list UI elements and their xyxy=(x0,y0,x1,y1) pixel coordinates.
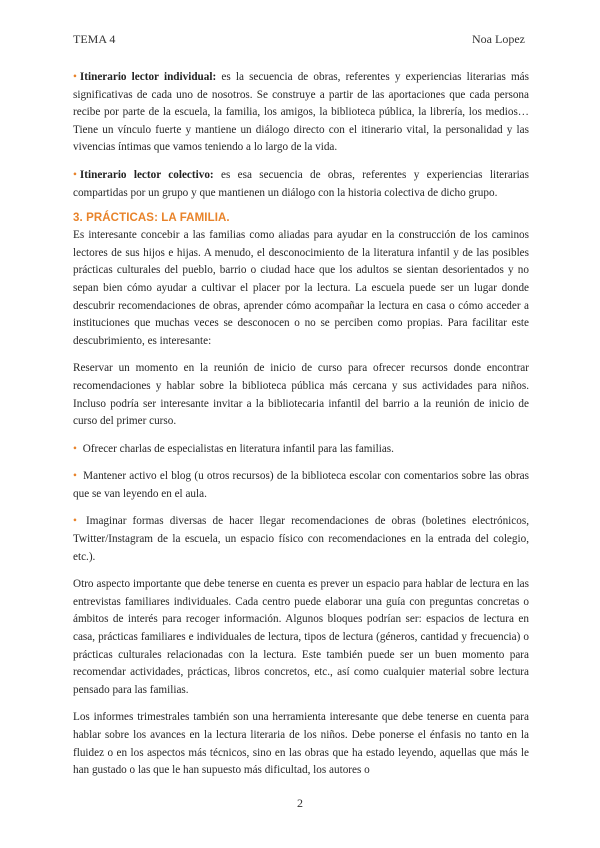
page-number: 2 xyxy=(297,796,303,810)
paragraph: Los informes trimestrales también son una herramienta interesante que debe tenerse en cuenta para hablar sobre los avances en la lectura literaria de los niños. Debe ponerse el énfasis no tanto en la fluidez o en los aspectos más técnicos, sino en las obras que ha estado leyendo, aquellas que más le han gustado o las que le han supuesto más dificultad, los autores o xyxy=(73,711,529,777)
paragraph: Otro aspecto importante que debe tenerse en cuenta es prever un espacio para hablar de lectura en las entrevistas familiares individuales. Cada centro puede elaborar una guía con preguntas concretas o ámbitos de interés para recoger información. Algunos bloques podrían ser: espacios de lectura en casa, prácticas familiares e individuales de lectura, tipos de lectura (géneros, cantidad y frecuencia) o prácticas culturales relacionadas con la lectura. Este también puede ser un buen momento para recomendar actividades, prácticas, libros concretos, etc., así como cualquier material sobre lectura pensado para las familias. xyxy=(73,578,529,696)
definition-individual xyxy=(73,69,529,157)
definition-term: Itinerario lector colectivo: xyxy=(79,168,214,181)
bullet-mark: • xyxy=(73,515,77,528)
page-header xyxy=(73,32,525,47)
list-item-text: Imaginar formas diversas de hacer llegar recomendaciones de obras (boletines electrónicos, Twitter/Instagram de la escuela, un espacio físico con recomendaciones en la entrada del colegio, etc.). xyxy=(73,515,529,563)
paragraph: Reservar un momento en la reunión de inicio de curso para ofrecer recursos donde encontrar recomendaciones y hablar sobre la biblioteca pública más cercana y sus actividades para niños. Incluso podría ser interesante invitar a la bibliotecaria infantil del barrio a la reunión de inicio de curso del primer curso. xyxy=(73,362,529,428)
definition-text: es la secuencia de obras, referentes y experiencias literarias más significativas de cada uno de nosotros. Se construye a partir de las aportaciones que cada persona recibe por parte de la escuela, la familia, los amigos, la biblioteca pública, la librería, los medios… Tiene un vínculo fuerte y mantiene un diálogo directo con el itinerario vital, la personalidad y las vivencias íntimas que vamos teniendo a lo largo de la vida. xyxy=(73,71,529,154)
list-item xyxy=(73,441,529,459)
definition-text: es esa secuencia de obras, referentes y experiencias literarias compartidas por un grupo y que mantienen un diálogo con la historia colectiva de dicho grupo. xyxy=(73,168,529,199)
definition-term: Itinerario lector individual: xyxy=(79,71,217,83)
bullet-mark: • xyxy=(73,168,77,181)
list-item-text: Ofrecer charlas de especialistas en literatura infantil para las familias. xyxy=(79,442,394,455)
bullet-mark: • xyxy=(73,470,77,483)
bullet-mark: • xyxy=(73,442,77,455)
header-author: Noa Lopez xyxy=(472,32,525,46)
section-title: 3. PRÁCTICAS: LA FAMILIA. xyxy=(73,212,230,225)
list-item xyxy=(73,468,529,503)
bullet-mark: • xyxy=(73,71,77,83)
header-topic: TEMA 4 xyxy=(73,32,116,46)
list-item xyxy=(73,513,529,566)
paragraph: Es interesante concebir a las familias como aliadas para ayudar en la construcción de los caminos lectores de sus hijos e hijas. A menudo, el desconocimiento de la literatura infantil y de las posibles prácticas culturales del pueblo, barrio o ciudad hace que los adultos se sientan desorientados y no sepan bien cómo ayudar a cultivar el placer por la lectura. La escuela puede ser un lugar donde descubrir recomendaciones de obras, aprender cómo acompañar la lectura en casa o cómo acceder a instituciones que muchas veces se desconocen o no se perciben como propias. Para facilitar este descubrimiento, es interesante: xyxy=(73,229,529,347)
definition-collective xyxy=(73,167,529,202)
page-content xyxy=(73,69,529,790)
list-item-text: Mantener activo el blog (u otros recursos) de la biblioteca escolar con comentarios sobre las obras que se van leyendo en el aula. xyxy=(73,470,529,500)
